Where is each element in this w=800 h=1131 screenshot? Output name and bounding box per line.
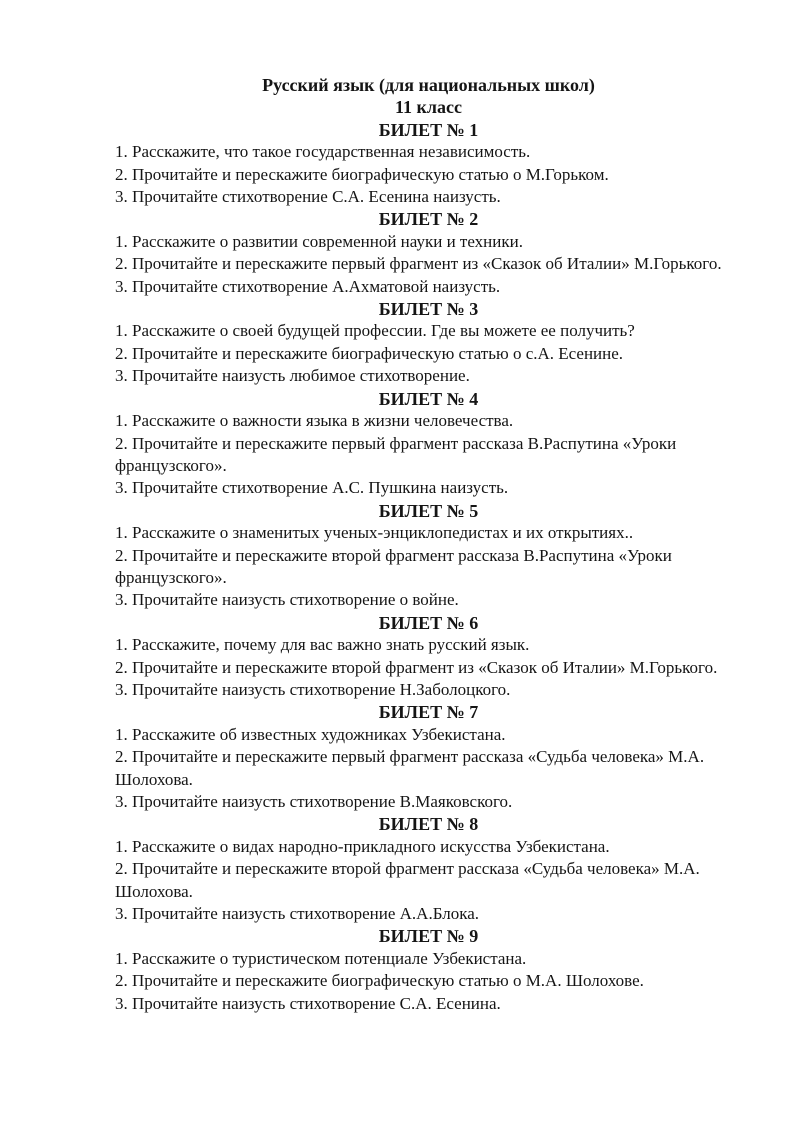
ticket-section-9 [115, 925, 742, 1015]
ticket-item: 2. Прочитайте и перескажите первый фрагмент рассказа «Судьба человека» М.А. Шолохова. [115, 747, 705, 789]
ticket-heading: БИЛЕТ № 7 [378, 702, 479, 723]
ticket-section-4 [115, 388, 742, 500]
ticket-item: 2. Прочитайте и перескажите второй фрагмент рассказа «Судьба человека» М.А. Шолохова. [115, 859, 700, 901]
ticket-heading: БИЛЕТ № 5 [378, 500, 479, 521]
ticket-item: 1. Расскажите о видах народно-прикладного искусства Узбекистана. [115, 836, 610, 856]
ticket-item: 2. Прочитайте и перескажите биографическую статью о М.А. Шолохове. [115, 971, 644, 991]
ticket-item: 1. Расскажите о своей будущей профессии. Где вы можете ее получить? [115, 321, 635, 341]
ticket-item: 1. Расскажите о туристическом потенциале Узбекистана. [115, 948, 527, 968]
ticket-section-6 [115, 612, 742, 702]
ticket-item: 3. Прочитайте стихотворение А.С. Пушкина наизусть. [115, 478, 509, 498]
ticket-item: 2. Прочитайте и перескажите второй фрагмент из «Сказок об Италии» М.Горького. [115, 657, 718, 677]
ticket-item: 3. Прочитайте наизусть стихотворение В.Маяковского. [115, 792, 513, 811]
ticket-section-2 [115, 208, 742, 298]
ticket-heading: БИЛЕТ № 6 [378, 612, 479, 633]
ticket-section-3 [115, 298, 742, 388]
ticket-item: 3. Прочитайте наизусть любимое стихотворение. [115, 366, 470, 386]
ticket-item: 1. Расскажите о знаменитых ученых-энциклопедистах и их открытиях.. [115, 523, 634, 543]
ticket-item: 1. Расскажите об известных художниках Узбекистана. [115, 724, 506, 744]
ticket-item: 2. Прочитайте и перескажите первый фрагмент рассказа В.Распутина «Уроки французского». [115, 433, 677, 475]
document-page [115, 74, 742, 1015]
grade-subtitle: 11 класс [395, 97, 462, 118]
ticket-item: 1. Расскажите о развитии современной науки и техники. [115, 231, 523, 251]
ticket-item: 2. Прочитайте и перескажите биографическую статью о с.А. Есенине. [115, 343, 624, 363]
ticket-heading: БИЛЕТ № 1 [378, 119, 479, 140]
ticket-item: 3. Прочитайте наизусть стихотворение С.А. Есенина. [115, 993, 501, 1013]
ticket-section-5 [115, 500, 742, 612]
ticket-item: 2. Прочитайте и перескажите первый фрагмент из «Сказок об Италии» М.Горького. [115, 254, 722, 274]
ticket-item: 1. Расскажите, почему для вас важно знать русский язык. [115, 635, 530, 655]
ticket-item: 3. Прочитайте наизусть стихотворение А.А.Блока. [115, 904, 480, 924]
document-title: Русский язык (для национальных школ) [262, 75, 595, 95]
ticket-section-7 [115, 701, 742, 813]
ticket-heading: БИЛЕТ № 9 [378, 926, 479, 947]
ticket-item: 3. Прочитайте наизусть стихотворение о войне. [115, 590, 459, 610]
ticket-item: 2. Прочитайте и перескажите биографическую статью о М.Горьком. [115, 164, 609, 184]
ticket-item: 2. Прочитайте и перескажите второй фрагмент рассказа В.Распутина «Уроки французского». [115, 545, 672, 587]
ticket-item: 3. Прочитайте стихотворение А.Ахматовой наизусть. [115, 276, 501, 296]
ticket-heading: БИЛЕТ № 3 [378, 299, 479, 320]
ticket-section-8 [115, 813, 742, 925]
ticket-heading: БИЛЕТ № 8 [378, 814, 479, 835]
ticket-heading: БИЛЕТ № 4 [378, 388, 479, 409]
ticket-item: 3. Прочитайте наизусть стихотворение Н.Заболоцкого. [115, 679, 511, 699]
ticket-section-1 [115, 119, 742, 209]
ticket-heading: БИЛЕТ № 2 [378, 209, 479, 230]
ticket-item: 1. Расскажите, что такое государственная независимость. [115, 142, 531, 162]
ticket-item: 1. Расскажите о важности языка в жизни человечества. [115, 411, 514, 431]
ticket-item: 3. Прочитайте стихотворение С.А. Есенина наизусть. [115, 187, 501, 207]
